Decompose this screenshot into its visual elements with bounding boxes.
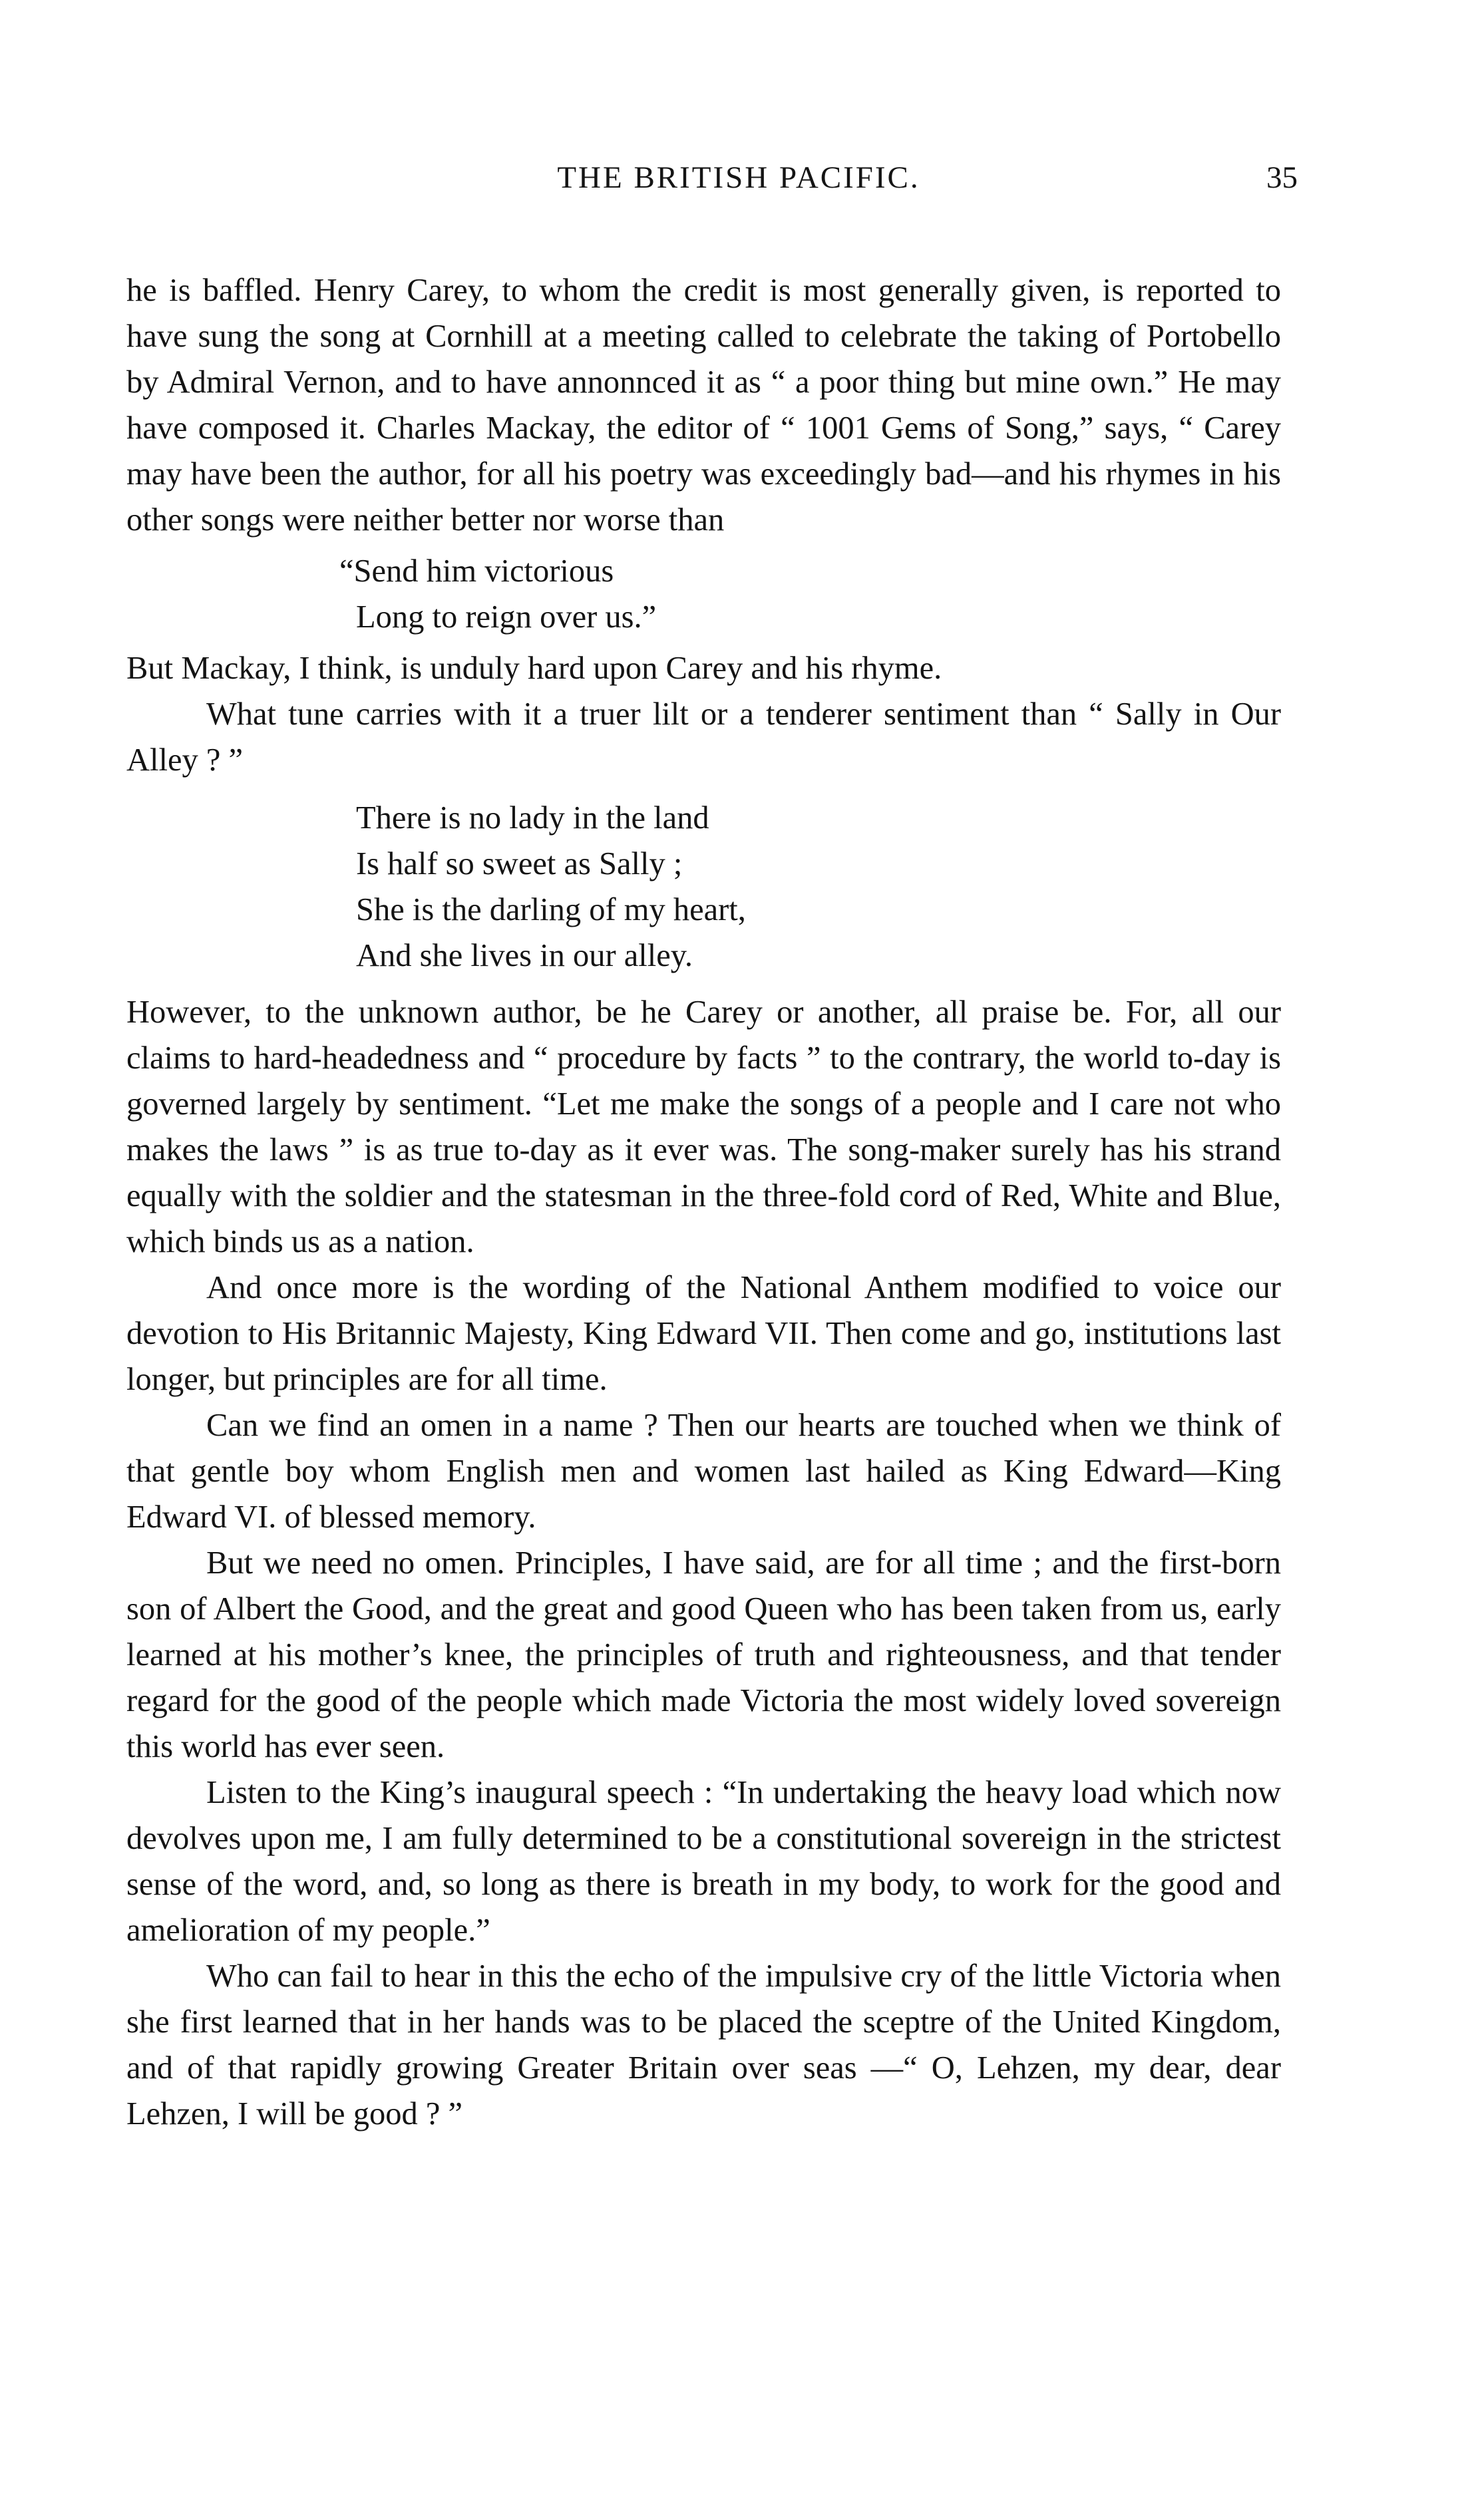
verse-line: She is the darling of my heart, (356, 892, 746, 927)
running-header (126, 160, 1298, 206)
paragraph-8: Listen to the King’s inaugural speech : “In undertaking the heavy load which now devolves upon me, I am fully determined to be a constitutional sovereign in the strictest sense of the word, and, so long as there is breath in my body, to work for the good and amelioration of my people.” (126, 1775, 1281, 1948)
verse-line: And she lives in our alley. (356, 938, 693, 973)
paragraph-2: But Mackay, I think, is unduly hard upon Carey and his rhyme. (126, 651, 942, 686)
verse-line: There is no lady in the land (356, 800, 709, 836)
page-body (126, 267, 1281, 2137)
paragraph-1: he is baffled. Henry Carey, to whom the credit is most generally given, is reported to have sung the song at Cornhill at a meeting called to celebrate the taking of Portobello by Admiral Vernon, and to have annonnced it as “ a poor thing but mine own.” He may have composed it. Charles Mackay, the editor of “ 1001 Gems of Song,” says, “ Carey may have been the author, for all his poetry was exceedingly bad—and his rhymes in his other songs were neither better nor worse than (126, 273, 1281, 538)
paragraph-6: Can we find an omen in a name ? Then our hearts are touched when we think of that gentle boy whom English men and women last hailed as King Edward—King Edward VI. of blessed memory. (126, 1408, 1281, 1535)
verse-quote-2 (126, 795, 1281, 979)
running-title: THE BRITISH PACIFIC. (557, 160, 920, 195)
paragraph-3: What tune carries with it a truer lilt or a tenderer sentiment than “ Sally in Our Alley ? ” (126, 697, 1281, 778)
paragraph-7: But we need no omen. Principles, I have said, are for all time ; and the first-born son of Albert the Good, and the great and good Queen who has been taken from us, early learned at his mother’s knee, the principles of truth and righteousness, and that tender regard for the good of the people which made Victoria the most widely loved sovereign this world has ever seen. (126, 1545, 1281, 1764)
verse-quote-1 (126, 548, 1281, 640)
verse-line: “Send him victorious (339, 553, 614, 589)
verse-line: Is half so sweet as Sally ; (356, 846, 683, 881)
paragraph-9: Who can fail to hear in this the echo of the impulsive cry of the little Victoria when she first learned that in her hands was to be placed the sceptre of the United Kingdom, and of that rapidly growing Greater Britain over seas —“ O, Lehzen, my dear, dear Lehzen, I will be good ? ” (126, 1959, 1281, 2131)
paragraph-4: However, to the unknown author, be he Carey or another, all praise be. For, all our claims to hard-headedness and “ procedure by facts ” to the contrary, the world to-day is governed largely by sentiment. “Let me make the songs of a people and I care not who makes the laws ” is as true to-day as it ever was. The song-maker surely has his strand equally with the soldier and the statesman in the three-fold cord of Red, White and Blue, which binds us as a nation. (126, 995, 1281, 1259)
page-number: 35 (1266, 160, 1298, 195)
paragraph-5: And once more is the wording of the National Anthem modified to voice our devotion to His Britannic Majesty, King Edward VII. Then come and go, institutions last longer, but principles are for all time. (126, 1270, 1281, 1397)
verse-line: Long to reign over us.” (356, 599, 657, 635)
